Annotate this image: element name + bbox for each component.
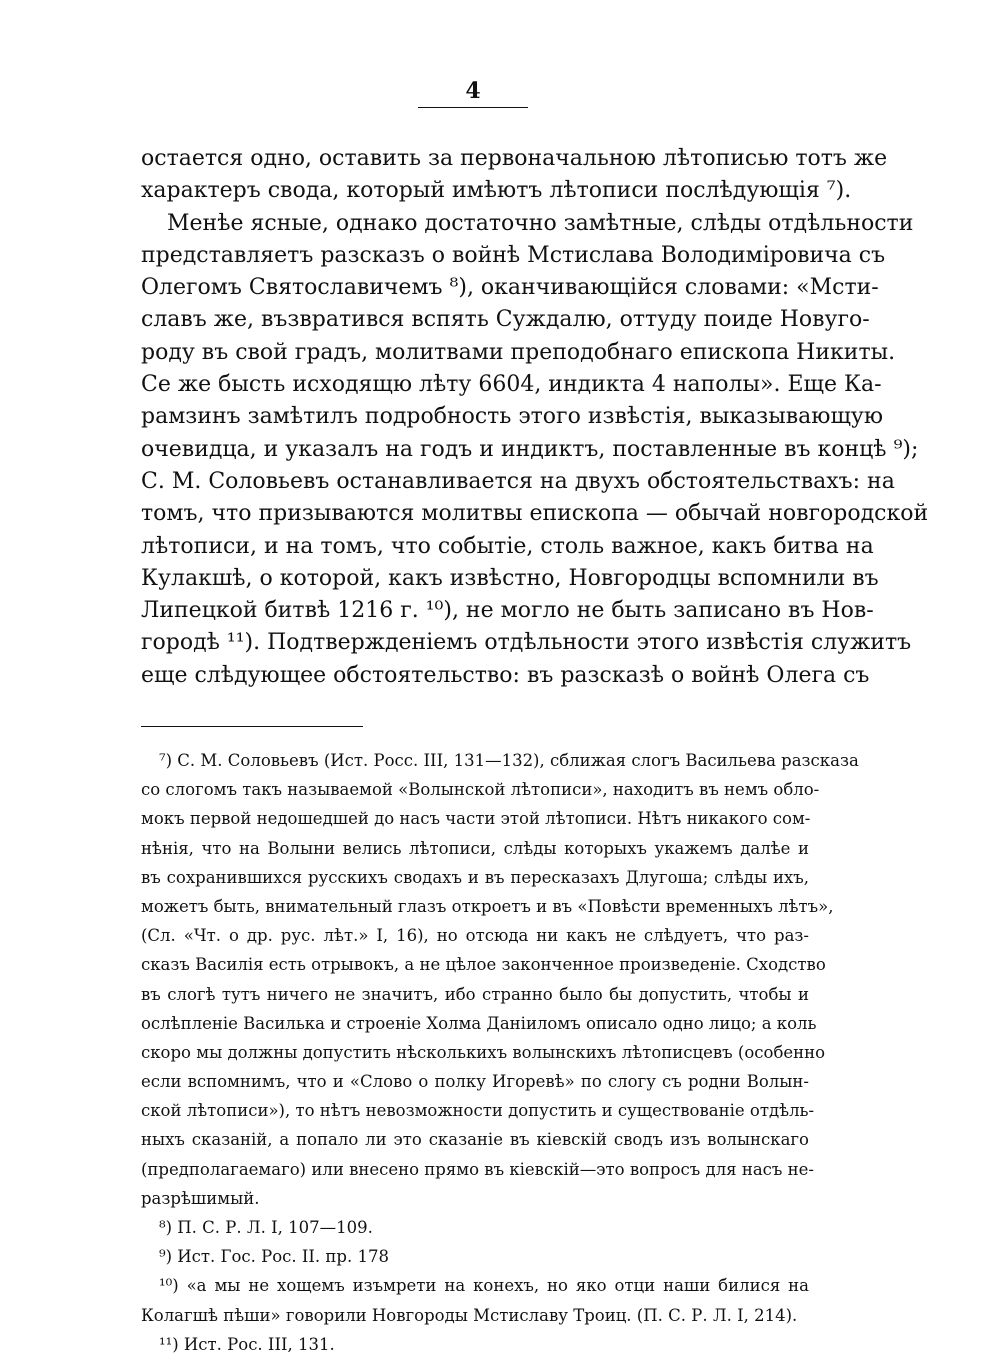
footnote-line: ныхъ сказаній, а попало ли это сказаніе въ кіевскій сводъ изъ волынскаго bbox=[141, 1130, 809, 1150]
footnote-line: ослѣпленіе Василька и строеніе Холма Даніиломъ описало одно лицо; а коль bbox=[141, 1013, 817, 1033]
footnote-line: (предполагаемаго) или внесено прямо въ кіевскій—это вопросъ для насъ не- bbox=[141, 1159, 814, 1179]
text-line: рамзинъ замѣтилъ подробность этого извѣстія, выказывающую bbox=[141, 404, 884, 430]
text-line: городѣ ¹¹). Подтвержденіемъ отдѣльности этого извѣстія служитъ bbox=[141, 630, 912, 656]
footnote-line: если вспомнимъ, что и «Слово о полку Игоревѣ» по слогу съ родни Волын- bbox=[141, 1072, 809, 1092]
text-line: характеръ свода, который имѣютъ лѣтописи послѣдующія ⁷). bbox=[141, 178, 852, 204]
text-line: лѣтописи, и на томъ, что событіе, столь важное, какъ битва на bbox=[141, 533, 874, 559]
text-line: очевидца, и указалъ на годъ и индиктъ, поставленные въ концѣ ⁹); bbox=[141, 436, 919, 462]
text-line: остается одно, оставить за первоначальною лѣтописью тотъ же bbox=[141, 146, 888, 171]
text-line: Менѣе ясные, однако достаточно замѣтные, слѣды отдѣльности bbox=[167, 210, 914, 236]
text-line: представляетъ разсказъ о войнѣ Мстислава Володиміровича съ bbox=[141, 242, 886, 268]
page-number: 4 bbox=[418, 78, 528, 108]
footnote-line: со слогомъ такъ называемой «Волынской лѣтописи», находитъ въ немъ обло- bbox=[141, 780, 820, 800]
footnote-line: ⁹) Ист. Гос. Рос. II. пр. 178 bbox=[159, 1247, 389, 1267]
footnote-divider bbox=[141, 726, 363, 727]
footnote-line: ⁷) С. М. Соловьевъ (Ист. Росс. III, 131—132), сближая слогъ Васильева разсказа bbox=[159, 751, 859, 770]
footnote-line: въ сохранившихся русскихъ сводахъ и въ пересказахъ Длугоша; слѣды ихъ, bbox=[141, 867, 809, 887]
footnote-line: скоро мы должны допустить нѣсколькихъ волынскихъ лѣтописцевъ (особенно bbox=[141, 1042, 826, 1062]
text-line: томъ, что призываются молитвы епископа — обычай новгородской bbox=[141, 501, 929, 527]
footnote-line: сказъ Василія есть отрывокъ, а не цѣлое законченное произведеніе. Сходство bbox=[141, 955, 826, 975]
text-line: Липецкой битвѣ 1216 г. ¹⁰), не могло не быть записано въ Нов- bbox=[141, 598, 874, 624]
text-line: Се же бысть исходящю лѣту 6604, индикта 4 наполы». Еще Ка- bbox=[141, 372, 882, 398]
footnotes bbox=[141, 746, 859, 1359]
text-line: Кулакшѣ, о которой, какъ извѣстно, Новгородцы вспомнили въ bbox=[141, 565, 879, 591]
text-line: Олегомъ Святославичемъ ⁸), оканчивающійся словами: «Мсти- bbox=[141, 275, 879, 301]
footnote-line: мокъ первой недошедшей до насъ части этой лѣтописи. Нѣтъ никакого сом- bbox=[141, 809, 811, 829]
footnote-line: ской лѣтописи»), то нѣтъ невозможности допустить и существованіе отдѣль- bbox=[141, 1101, 815, 1121]
footnote-line: въ слогѣ тутъ ничего не значитъ, ибо странно было бы допустить, чтобы и bbox=[141, 984, 809, 1004]
footnote-line: (Сл. «Чт. о др. рус. лѣт.» I, 16), но отсюда ни какъ не слѣдуетъ, что раз- bbox=[141, 926, 809, 946]
footnote-line: можетъ быть, внимательный глазъ откроетъ и въ «Повѣсти временныхъ лѣтъ», bbox=[141, 896, 834, 916]
footnote-line: Колагшѣ пѣши» говорили Новгороды Мстиславу Троиц. (П. С. Р. Л. I, 214). bbox=[141, 1305, 798, 1325]
main-text bbox=[141, 143, 929, 692]
footnote-line: ⁸) П. С. Р. Л. I, 107—109. bbox=[159, 1218, 373, 1237]
text-line: славъ же, възвратився вспять Суждалю, оттуду поиде Новуго- bbox=[141, 307, 870, 333]
footnote-line: ¹⁰) «а мы не хощемъ изъмрети на конехъ, но яко отци наши билися на bbox=[159, 1276, 809, 1296]
footnote-line: разрѣшимый. bbox=[141, 1188, 260, 1208]
text-line: еще слѣдующее обстоятельство: въ разсказѣ о войнѣ Олега съ bbox=[141, 662, 870, 688]
footnote-line: ¹¹) Ист. Рос. III, 131. bbox=[159, 1334, 335, 1354]
text-line: роду въ свой градъ, молитвами преподобнаго епископа Никиты. bbox=[141, 339, 896, 365]
footnote-line: нѣнія, что на Волыни велись лѣтописи, слѣды которыхъ укажемъ далѣе и bbox=[141, 838, 809, 858]
text-line: С. М. Соловьевъ останавливается на двухъ обстоятельствахъ: на bbox=[141, 468, 895, 494]
